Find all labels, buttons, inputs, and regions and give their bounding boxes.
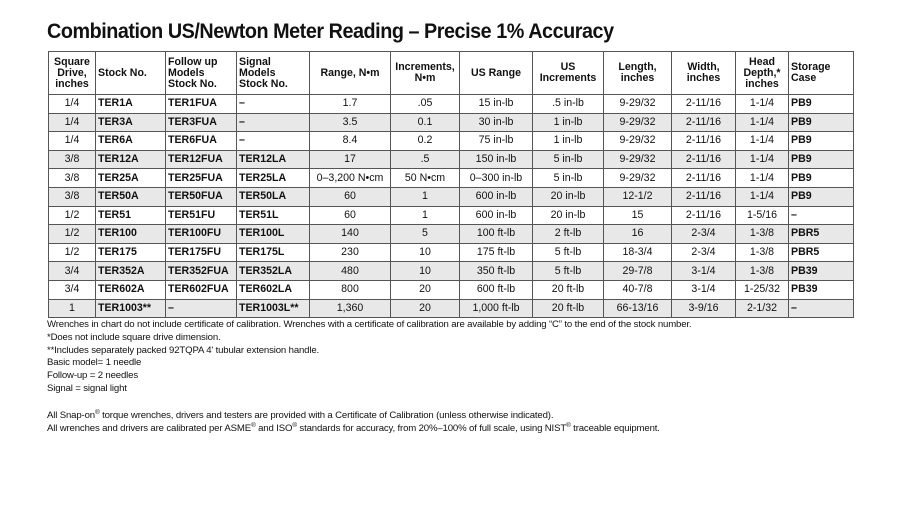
table-cell: 9-29/32	[604, 169, 672, 188]
column-header	[736, 52, 789, 95]
table-row	[49, 225, 854, 244]
table-cell: 3/4	[49, 280, 96, 299]
column-header-line: Models	[239, 66, 276, 79]
table-cell: TER175	[96, 243, 166, 262]
table-cell: 30 in-lb	[460, 113, 533, 132]
table-cell: 40-7/8	[604, 280, 672, 299]
column-header	[166, 52, 237, 95]
column-header-line: Follow up	[168, 55, 218, 68]
note-line: Basic model= 1 needle	[47, 357, 142, 369]
table-cell: 1-1/4	[736, 95, 789, 114]
table-cell: –	[789, 299, 854, 318]
table-cell: TER1A	[96, 95, 166, 114]
table-cell: 1	[49, 299, 96, 318]
table-cell: 2-3/4	[672, 243, 736, 262]
table-cell: 1.7	[310, 95, 391, 114]
table-cell: 1-5/16	[736, 206, 789, 225]
table-cell: 600 in-lb	[460, 187, 533, 206]
table-cell: 350 ft-lb	[460, 262, 533, 281]
table-header	[49, 52, 854, 95]
table-cell: 20 in-lb	[533, 187, 604, 206]
table-cell: 0.2	[391, 132, 460, 151]
table-row	[49, 169, 854, 188]
table-cell: TER12LA	[237, 150, 310, 169]
table-cell: 0–3,200 N•cm	[310, 169, 391, 188]
table-cell: TER602FUA	[166, 280, 237, 299]
table-cell: 5 ft-lb	[533, 243, 604, 262]
column-header-line: Models	[168, 66, 205, 79]
table-cell: 600 in-lb	[460, 206, 533, 225]
table-cell: 5 in-lb	[533, 150, 604, 169]
table-cell: 16	[604, 225, 672, 244]
table-cell: TER12FUA	[166, 150, 237, 169]
table-cell: –	[166, 299, 237, 318]
column-header-line: Stock No.	[98, 66, 147, 79]
table-cell: 60	[310, 187, 391, 206]
note-line: Follow-up = 2 needles	[47, 370, 138, 382]
column-header-line: Signal	[239, 55, 271, 68]
table-row	[49, 95, 854, 114]
table-cell: 20	[391, 299, 460, 318]
column-header-line: Length,	[618, 61, 657, 73]
table-cell: 12-1/2	[604, 187, 672, 206]
column-header-line: Drive,	[57, 66, 87, 79]
page-title: Combination US/Newton Meter Reading – Precise 1% Accuracy	[47, 19, 614, 43]
table-cell: 0–300 in-lb	[460, 169, 533, 188]
note-line: **Includes separately packed 92TQPA 4' tubular extension handle.	[47, 344, 320, 356]
table-cell: 3/8	[49, 169, 96, 188]
column-header-line: Head	[749, 55, 775, 68]
table-cell: 2-11/16	[672, 95, 736, 114]
table-cell: TER1003**	[96, 299, 166, 318]
table-cell: 175 ft-lb	[460, 243, 533, 262]
table-cell: 5	[391, 225, 460, 244]
table-cell: 2-11/16	[672, 132, 736, 151]
table-cell: 1-1/4	[736, 187, 789, 206]
table-cell: TER3A	[96, 113, 166, 132]
table-cell: 600 ft-lb	[460, 280, 533, 299]
column-header	[49, 52, 96, 95]
table-cell: 1	[391, 187, 460, 206]
table-cell: 3-1/4	[672, 280, 736, 299]
column-header-line: Depth,*	[743, 66, 781, 79]
column-header	[533, 52, 604, 95]
table-cell: 100 ft-lb	[460, 225, 533, 244]
table-cell: 1-3/8	[736, 243, 789, 262]
column-header	[604, 52, 672, 95]
table-cell: –	[237, 113, 310, 132]
table-cell: TER602A	[96, 280, 166, 299]
notes-gap	[47, 396, 691, 410]
table-cell: 1	[391, 206, 460, 225]
column-header-line: Increments,	[395, 61, 455, 73]
table-body	[49, 95, 854, 318]
table-cell: TER25FUA	[166, 169, 237, 188]
column-header-line: inches	[686, 72, 721, 84]
table-cell: TER352A	[96, 262, 166, 281]
table-cell: 17	[310, 150, 391, 169]
column-header	[672, 52, 736, 95]
table-cell: TER51FU	[166, 206, 237, 225]
table-cell: 66-13/16	[604, 299, 672, 318]
table-cell: 3.5	[310, 113, 391, 132]
table-cell: 1-1/4	[736, 132, 789, 151]
table-row	[49, 299, 854, 318]
table-cell: 5 in-lb	[533, 169, 604, 188]
table-cell: 10	[391, 262, 460, 281]
table-cell: TER6FUA	[166, 132, 237, 151]
table-cell: PB9	[789, 169, 854, 188]
table-cell: TER51	[96, 206, 166, 225]
table-cell: 1/2	[49, 206, 96, 225]
column-header-line: Increments	[539, 72, 597, 84]
table-cell: TER3FUA	[166, 113, 237, 132]
table-cell: 20 ft-lb	[533, 299, 604, 318]
note-line: Signal = signal light	[47, 382, 127, 394]
table-cell: 5 ft-lb	[533, 262, 604, 281]
table-cell: .05	[391, 95, 460, 114]
column-header-line: Storage	[791, 61, 831, 73]
table-cell: 1-25/32	[736, 280, 789, 299]
footer-note-line: All wrenches and drivers are calibrated per ASME® and ISO® standards for accuracy, from 20%–100% of full scale, using NIST® traceable equipment.	[47, 421, 660, 434]
table-cell: PB9	[789, 113, 854, 132]
column-header	[460, 52, 533, 95]
table-cell: 15 in-lb	[460, 95, 533, 114]
table-row	[49, 132, 854, 151]
table-cell: TER6A	[96, 132, 166, 151]
column-header	[789, 52, 854, 95]
table-cell: 10	[391, 243, 460, 262]
table-cell: TER602LA	[237, 280, 310, 299]
table-cell: 29-7/8	[604, 262, 672, 281]
table-cell: TER175FU	[166, 243, 237, 262]
column-header-line: inches	[620, 72, 655, 84]
table-cell: 1/4	[49, 132, 96, 151]
table-cell: TER50LA	[237, 187, 310, 206]
table-cell: 1-3/8	[736, 262, 789, 281]
table-cell: 15	[604, 206, 672, 225]
table-cell: PB39	[789, 262, 854, 281]
table-cell: PB9	[789, 95, 854, 114]
table-cell: 1-1/4	[736, 169, 789, 188]
table-cell: TER51L	[237, 206, 310, 225]
footer-notes	[47, 410, 691, 436]
table-cell: –	[237, 132, 310, 151]
table-cell: 1,000 ft-lb	[460, 299, 533, 318]
table-cell: TER25A	[96, 169, 166, 188]
table-cell: 2-11/16	[672, 187, 736, 206]
note-line: Wrenches in chart do not include certificate of calibration. Wrenches with a certificate of calibration are available by adding “C” to the end of the stock number.	[47, 319, 692, 330]
table-cell: TER100FU	[166, 225, 237, 244]
table-cell: 3/4	[49, 262, 96, 281]
table-cell: 8.4	[310, 132, 391, 151]
note-line: *Does not include square drive dimension.	[47, 331, 221, 343]
table-row	[49, 280, 854, 299]
table-cell: TER175L	[237, 243, 310, 262]
table-cell: 2-11/16	[672, 113, 736, 132]
column-header-line: Width,	[687, 61, 720, 73]
table-cell: 150 in-lb	[460, 150, 533, 169]
column-header-line: Stock No.	[239, 77, 288, 90]
table-cell: TER1003L**	[237, 299, 310, 318]
table-cell: TER100L	[237, 225, 310, 244]
table-cell: 2-11/16	[672, 150, 736, 169]
table-cell: 1/2	[49, 243, 96, 262]
table-row	[49, 243, 854, 262]
table-cell: 0.1	[391, 113, 460, 132]
table-cell: 9-29/32	[604, 132, 672, 151]
table-cell: 2-11/16	[672, 169, 736, 188]
table-cell: 18-3/4	[604, 243, 672, 262]
table-cell: 20	[391, 280, 460, 299]
table-cell: 1/2	[49, 225, 96, 244]
table-row	[49, 262, 854, 281]
table-cell: –	[789, 206, 854, 225]
table-cell: PB39	[789, 280, 854, 299]
table-cell: 60	[310, 206, 391, 225]
table-cell: –	[237, 95, 310, 114]
table-row	[49, 187, 854, 206]
table-cell: TER352LA	[237, 262, 310, 281]
table-row	[49, 113, 854, 132]
notes-list	[47, 319, 691, 396]
table-cell: PBR5	[789, 243, 854, 262]
table-cell: 20 ft-lb	[533, 280, 604, 299]
table-cell: .5 in-lb	[533, 95, 604, 114]
table-cell: 800	[310, 280, 391, 299]
table-row	[49, 206, 854, 225]
column-header-line: US Range	[470, 66, 522, 79]
column-header-line: US	[560, 61, 576, 73]
table-cell: 1 in-lb	[533, 132, 604, 151]
column-header	[237, 52, 310, 95]
spec-table	[48, 51, 854, 318]
table-cell: 9-29/32	[604, 150, 672, 169]
table-cell: 1,360	[310, 299, 391, 318]
table-cell: 1 in-lb	[533, 113, 604, 132]
table-cell: .5	[391, 150, 460, 169]
table-cell: 50 N•cm	[391, 169, 460, 188]
footer-note-line: All Snap-on® torque wrenches, drivers and testers are provided with a Certificate of Calibration (unless otherwise indicated).	[47, 408, 554, 421]
table-cell: 140	[310, 225, 391, 244]
table-cell: 75 in-lb	[460, 132, 533, 151]
table-cell: 1/4	[49, 95, 96, 114]
table-cell: PBR5	[789, 225, 854, 244]
table-cell: TER50FUA	[166, 187, 237, 206]
table-cell: 3/8	[49, 150, 96, 169]
table-cell: 9-29/32	[604, 113, 672, 132]
column-header-line: inches	[55, 77, 89, 90]
column-header	[310, 52, 391, 95]
table-cell: 230	[310, 243, 391, 262]
table-cell: TER12A	[96, 150, 166, 169]
column-header-line: Square	[54, 55, 90, 68]
table-cell: 3-1/4	[672, 262, 736, 281]
table-cell: PB9	[789, 132, 854, 151]
column-header	[391, 52, 460, 95]
table-cell: TER100	[96, 225, 166, 244]
column-header-line: Stock No.	[168, 77, 217, 90]
table-cell: PB9	[789, 150, 854, 169]
table-cell: TER352FUA	[166, 262, 237, 281]
table-cell: 9-29/32	[604, 95, 672, 114]
notes-section	[47, 319, 691, 435]
table-cell: PB9	[789, 187, 854, 206]
table-cell: 20 in-lb	[533, 206, 604, 225]
column-header-line: Range, N•m	[320, 66, 380, 79]
table-row	[49, 150, 854, 169]
header-row	[49, 52, 854, 95]
table-cell: 2-3/4	[672, 225, 736, 244]
table-cell: 1-3/8	[736, 225, 789, 244]
table-cell: 3-9/16	[672, 299, 736, 318]
table-cell: 2-1/32	[736, 299, 789, 318]
column-header-line: Case	[791, 72, 817, 84]
column-header-line: N•m	[414, 72, 436, 84]
column-header-line: inches	[745, 77, 779, 90]
table-cell: 480	[310, 262, 391, 281]
table-cell: 2-11/16	[672, 206, 736, 225]
table-cell: TER1FUA	[166, 95, 237, 114]
table-cell: 1-1/4	[736, 150, 789, 169]
table-cell: TER50A	[96, 187, 166, 206]
table-cell: TER25LA	[237, 169, 310, 188]
table-cell: 1-1/4	[736, 113, 789, 132]
column-header	[96, 52, 166, 95]
table-cell: 1/4	[49, 113, 96, 132]
table-cell: 2 ft-lb	[533, 225, 604, 244]
table-cell: 3/8	[49, 187, 96, 206]
